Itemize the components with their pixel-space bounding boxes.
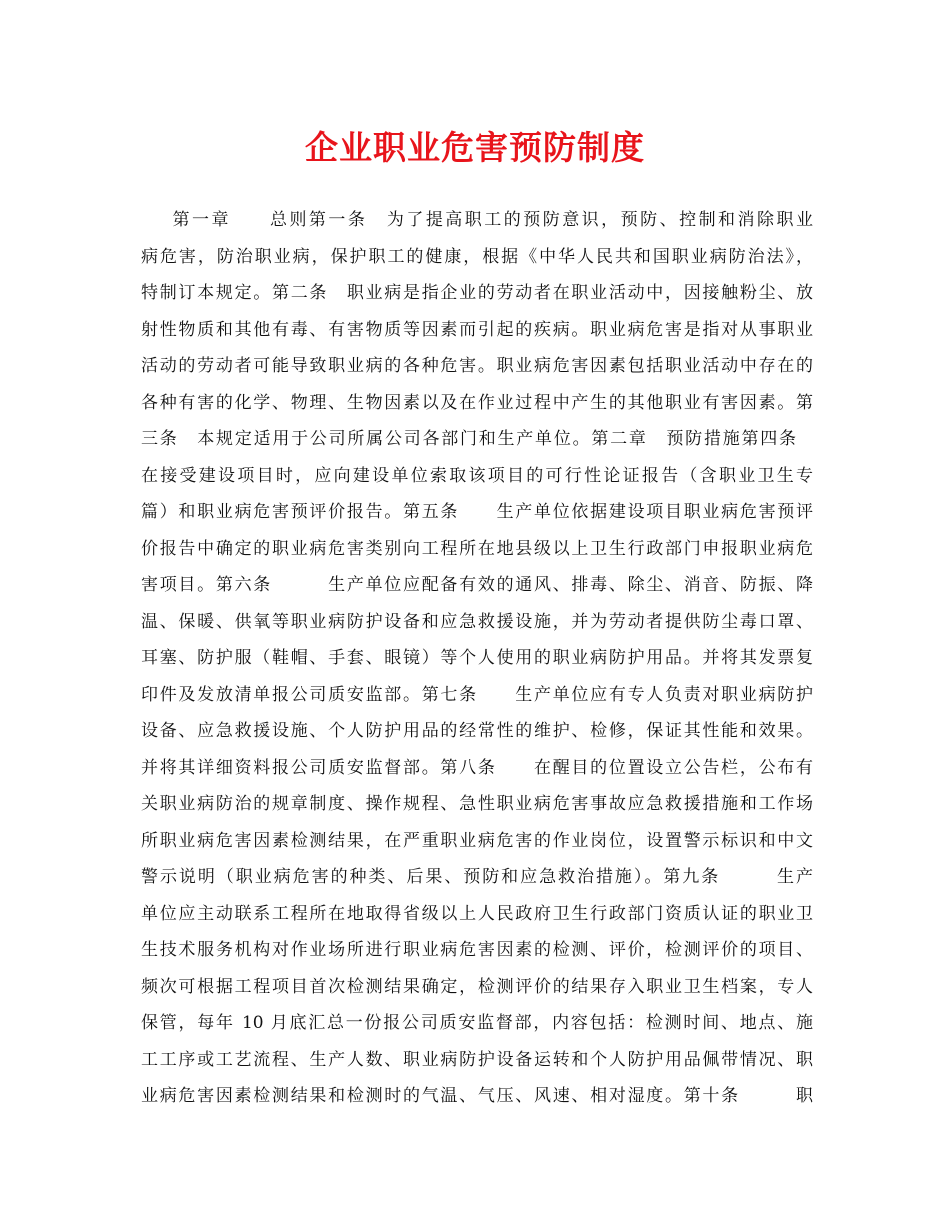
body-line: 单位应主动联系工程所在地取得省级以上人民政府卫生行政部门资质认证的职业卫 [141, 903, 813, 924]
document-title: 企业职业危害预防制度 [305, 128, 645, 167]
body-line: 警示说明（职业病危害的种类、后果、预防和应急救治措施）。第九条 生产 [141, 867, 813, 887]
body-line: 耳塞、防护服（鞋帽、手套、眼镜）等个人使用的职业病防护用品。并将其发票复 [141, 648, 813, 668]
body-line: 特制订本规定。第二条 职业病是指企业的劳动者在职业活动中，因接触粉尘、放 [141, 283, 813, 303]
body-line: 害项目。第六条 生产单位应配备有效的通风、排毒、除尘、消音、防振、降 [141, 575, 813, 595]
body-line: 在接受建设项目时，应向建设单位索取该项目的可行性论证报告（含职业卫生专 [141, 465, 813, 486]
body-line: 活动的劳动者可能导致职业病的各种危害。职业病危害因素包括职业活动中存在的 [141, 356, 813, 376]
body-line: 各种有害的化学、物理、生物因素以及在作业过程中产生的其他职业有害因素。第 [141, 392, 813, 413]
body-line: 印件及发放清单报公司质安监部。第七条 生产单位应有专人负责对职业病防护 [141, 684, 813, 705]
body-line: 频次可根据工程项目首次检测结果确定，检测评价的结果存入职业卫生档案，专人 [141, 976, 813, 997]
body-line: 并将其详细资料报公司质安监督部。第八条 在醒目的位置设立公告栏，公布有 [141, 757, 813, 778]
body-line: 射性物质和其他有毒、有害物质等因素而引起的疾病。职业病危害是指对从事职业 [141, 319, 813, 340]
body-line: 所职业病危害因素检测结果，在严重职业病危害的作业岗位，设置警示标识和中文 [141, 830, 813, 851]
body-line: 设备、应急救援设施、个人防护用品的经常性的维护、检修，保证其性能和效果。 [141, 721, 813, 741]
body-line: 业病危害因素检测结果和检测时的气温、气压、风速、相对湿度。第十条 职 [141, 1086, 813, 1106]
body-line: 关职业病防治的规章制度、操作规程、急性职业病危害事故应急救援措施和工作场 [141, 794, 813, 814]
body-line: 工工序或工艺流程、生产人数、职业病防护设备运转和个人防护用品佩带情况、职 [141, 1049, 813, 1070]
body-line: 第一章 总则第一条 为了提高职工的预防意识，预防、控制和消除职业 [141, 210, 813, 230]
document-body [141, 202, 813, 1115]
body-line: 生技术服务机构对作业场所进行职业病危害因素的检测、评价，检测评价的项目、 [141, 940, 813, 960]
body-line: 篇）和职业病危害预评价报告。第五条 生产单位依据建设项目职业病危害预评 [141, 502, 813, 522]
body-line: 价报告中确定的职业病危害类别向工程所在地县级以上卫生行政部门申报职业病危 [141, 538, 813, 559]
body-line: 病危害，防治职业病，保护职工的健康，根据《中华人民共和国职业病防治法》， [141, 246, 813, 267]
body-line: 保管，每年 10 月底汇总一份报公司质安监督部，内容包括：检测时间、地点、施 [141, 1013, 813, 1033]
body-line: 三条 本规定适用于公司所属公司各部门和生产单位。第二章 预防措施第四条 [141, 429, 813, 449]
body-line: 温、保暖、供氧等职业病防护设备和应急救援设施，并为劳动者提供防尘毒口罩、 [141, 611, 813, 632]
